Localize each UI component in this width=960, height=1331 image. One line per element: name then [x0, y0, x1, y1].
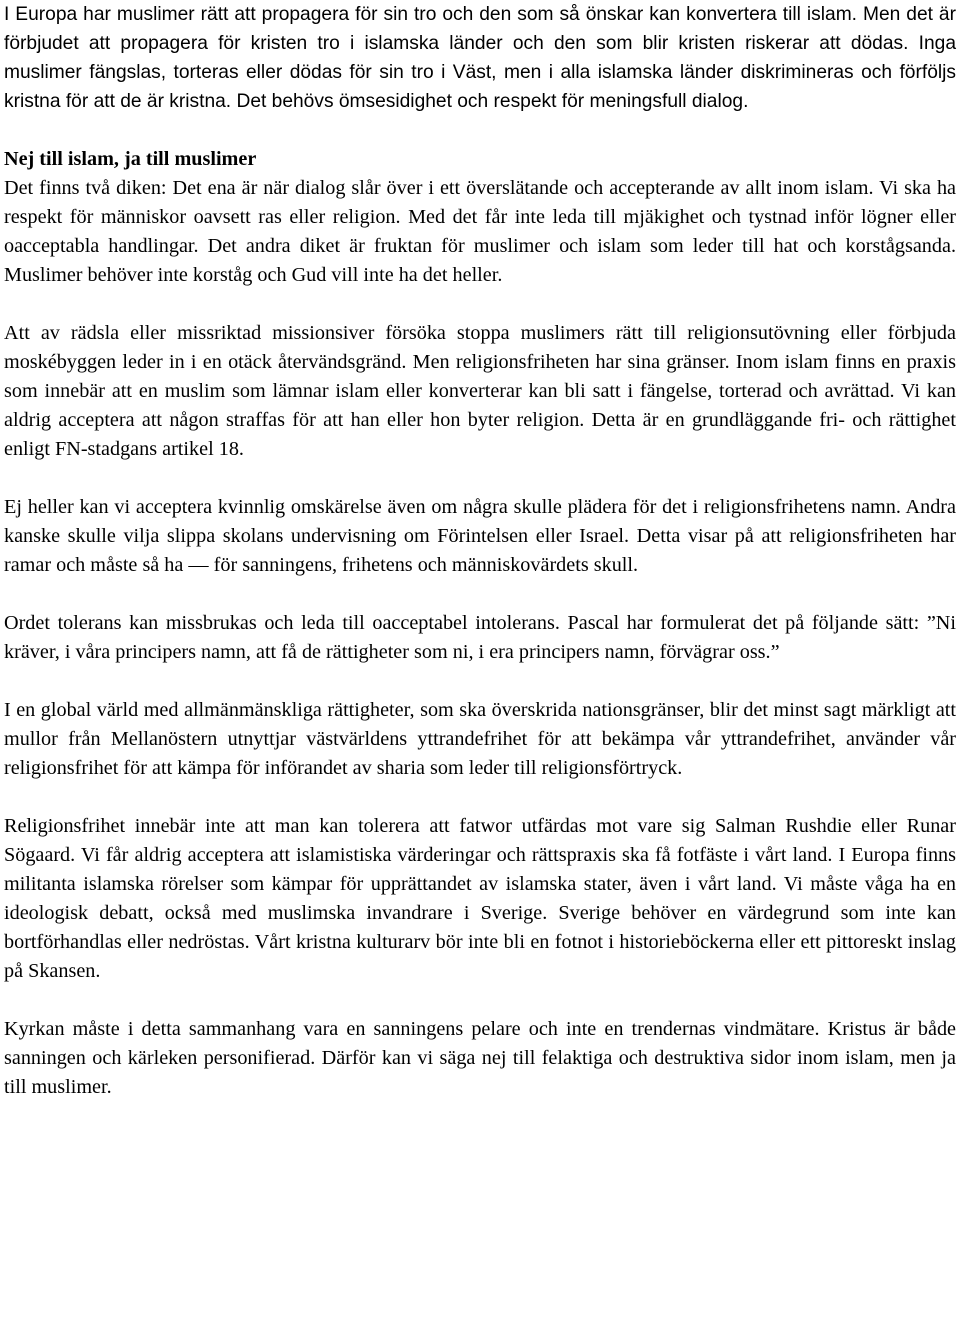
paragraph-6: I en global värld med allmänmänskliga rättigheter, som ska överskrida nationsgränser, blir det minst sagt märkligt att mullor från Mellanöstern utnyttjar västvärldens yttrandefrihet för att bekämpa vår yttrandefrihet, använder vår religionsfrihet för att kämpa för införandet av sharia som leder till religionsförtryck.	[4, 699, 956, 779]
section-heading: Nej till islam, ja till muslimer	[4, 148, 257, 170]
document-page	[4, 0, 956, 1102]
section-nej-till-islam	[4, 145, 956, 290]
paragraph-1: I Europa har muslimer rätt att propagera för sin tro och den som så önskar kan konvertera till islam. Men det är förbjudet att propagera för kristen tro i islamska länder och den som blir kristen riskerar att dödas. Inga muslimer fängslas, torteras eller dödas för sin tro i Väst, men i alla islamska länder diskrimineras och förföljs kristna för att de är kristna. Det behövs ömsesidighet och respekt för meningsfull dialog.	[4, 4, 956, 112]
paragraph-3: Att av rädsla eller missriktad missionsiver försöka stoppa muslimers rätt till religionsutövning eller förbjuda moskébyggen leder in i en otäck återvändsgränd. Men religionsfriheten har sina gränser. Inom islam finns en praxis som innebär att en muslim som lämnar islam eller konverterar kan bli satt i fängelse, torterad och avrättad. Vi kan aldrig acceptera att någon straffas för att han eller hon byter religion. Detta är en grundläggande fri- och rättighet enligt FN-stadgans artikel 18.	[4, 322, 956, 460]
paragraph-5: Ordet tolerans kan missbrukas och leda till oacceptabel intolerans. Pascal har formulerat det på följande sätt: ”Ni kräver, i våra principers namn, att få de rättigheter som ni, i era principers namn, förvägrar oss.”	[4, 612, 956, 663]
paragraph-7: Religionsfrihet innebär inte att man kan tolerera att fatwor utfärdas mot vare sig Salman Rushdie eller Runar Sögaard. Vi får aldrig acceptera att islamistiska värderingar och rättspraxis ska få fotfäste i vårt land. I Europa finns militanta islamska rörelser som kämpar för upprättandet av islamska stater, även i vårt land. Vi måste våga ha en ideologisk debatt, också med muslimska invandrare i Sverige. Sverige behöver en värdegrund som inte kan bortförhandlas eller nedröstas. Vårt kristna kulturarv bör inte bli en fotnot i historieböckerna eller ett pittoreskt inslag på Skansen.	[4, 815, 956, 982]
paragraph-8: Kyrkan måste i detta sammanhang vara en sanningens pelare och inte en trendernas vindmätare. Kristus är både sanningen och kärleken personifierad. Därför kan vi säga nej till felaktiga och destruktiva sidor inom islam, men ja till muslimer.	[4, 1018, 956, 1098]
paragraph-4: Ej heller kan vi acceptera kvinnlig omskärelse även om några skulle plädera för det i religionsfrihetens namn. Andra kanske skulle vilja slippa skolans undervisning om Förintelsen eller Israel. Detta visar på att religionsfriheten har ramar och måste så ha — för sanningens, frihetens och människovärdets skull.	[4, 496, 956, 576]
paragraph-2: Det finns två diken: Det ena är när dialog slår över i ett överslätande och accepterande av allt inom islam. Vi ska ha respekt för människor oavsett ras eller religion. Med det får inte leda till mjäkighet och tystnad inför lögner eller oacceptabla handlingar. Det andra diket är fruktan för muslimer och islam som leder till hat och korstågsanda. Muslimer behöver inte korståg och Gud vill inte ha det heller.	[4, 177, 956, 286]
